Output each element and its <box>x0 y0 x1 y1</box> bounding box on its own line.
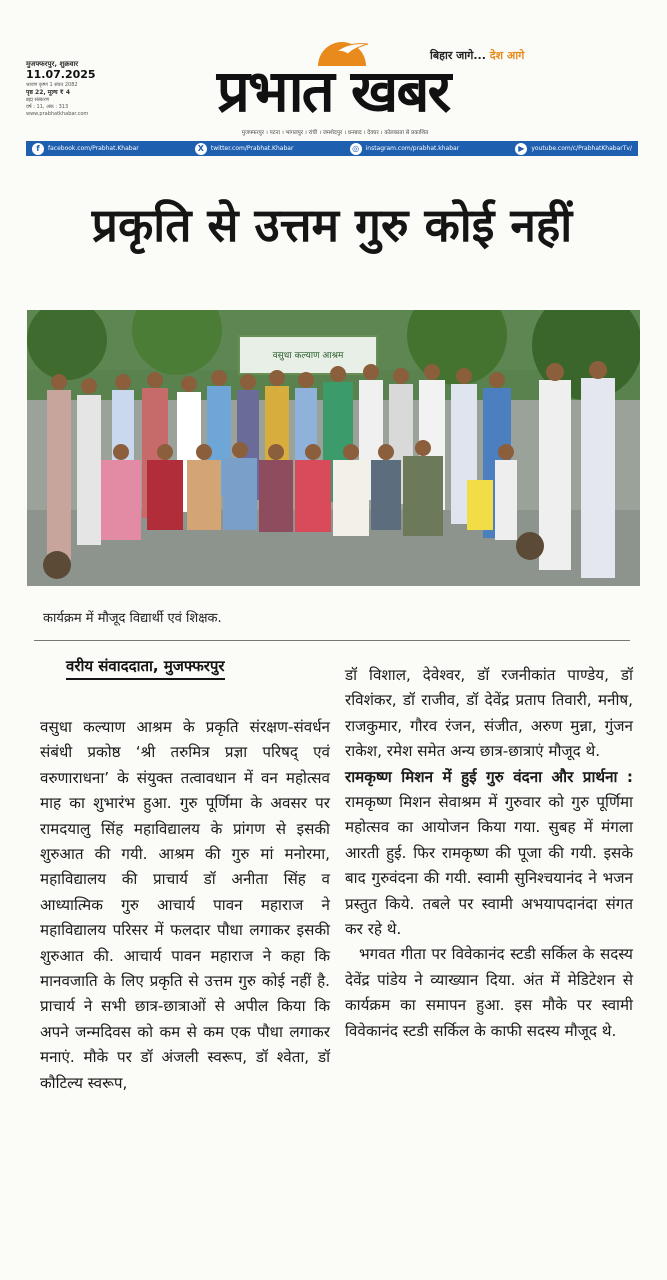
registration-line: वर्ष : 11, अंक : 313 <box>26 104 69 110</box>
article-column-left <box>40 715 330 1096</box>
paragraph: वसुधा कल्याण आश्रम के प्रकृति संरक्षण-संवर्धन संबंधी प्रकोष्ठ ‘श्री तरुमित्र प्रज्ञा परिषद् एवं वरुणाराधना’ के संयुक्त तत्वावधान में वन महोत्सव माह का शुभारंभ हुआ. गुरु पूर्णिमा के अवसर पर रामदयालु सिंह महाविद्यालय के प्रांगण से इसकी शुरुआत की गयी. आश्रम की गुरु मां मनोरमा, महाविद्यालय की प्राचार्य डॉ अनीता सिंह व आध्यात्मिक गुरु आचार्य पावन महाराज ने महाविद्यालय परिसर में फलदार पौधा लगाकर इसकी शुरुआत की. आचार्य पावन महाराज ने कहा कि मानवजाति के लिए प्रकृति से उत्तम गुरु कोई नहीं है. प्राचार्य ने सभी छात्र-छात्राओं से अपील किया कि अपने जन्मदिवस को कम से कम एक पौधा लगाकर मनाएं. मौके पर डॉ अंजली स्वरूप, डॉ श्वेता, डॉ कौटिल्य स्वरूप, <box>40 718 330 1092</box>
byline: वरीय संवाददाता, मुजफ्फरपुर <box>66 656 225 680</box>
edition-name: ब्रह्म संस्करण <box>26 97 50 103</box>
section-divider <box>34 640 630 641</box>
editions-line: मुजफ्फरपुर । पटना । भागलपुर । रांची । जमशेदपुर । धनबाद । देवघर । कोलकाता से प्रकाशित <box>241 130 429 136</box>
edition-info <box>26 60 151 118</box>
calendar-line: श्रावण कृष्ण 1 संवत 2082 <box>26 82 78 88</box>
newspaper-brand: प्रभात खबर <box>216 57 450 125</box>
social-bar <box>26 141 638 156</box>
website-line: www.prabhatkhabar.com <box>26 111 89 117</box>
social-label: youtube.com/c/PrabhatKhabarTv/ <box>531 145 632 152</box>
group-photo <box>27 310 640 586</box>
facebook-icon: f <box>32 143 44 155</box>
paragraph-with-subhead <box>345 765 633 943</box>
paragraph: भगवत गीता पर विवेकानंद स्टडी सर्किल के सदस्य देवेंद्र पांडेय ने व्याख्यान दिया. अंत में मेडिटेशन से कार्यक्रम का समापन हुआ. इस मौके पर स्वामी विवेकानंद स्टडी सर्किल के काफी सदस्य मौजूद थे. <box>345 945 633 1040</box>
issue-date: 11.07.2025 <box>26 68 96 81</box>
social-facebook[interactable] <box>32 143 139 155</box>
photo-caption: कार्यक्रम में मौजूद विद्यार्थी एवं शिक्षक. <box>43 611 222 626</box>
group-photo-illustration <box>27 310 640 586</box>
paragraph-text: रामकृष्ण मिशन सेवाश्रम में गुरुवार को गुरु पूर्णिमा महोत्सव का आयोजन किया गया. सुबह में मंगला आरती हुई. फिर रामकृष्ण की पूजा की गयी. इसके बाद गुरुवंदना की गयी. स्वामी सुनिश्चयानंद ने भजन प्रस्तुत किये. तबले पर स्वामी अभयापदानंदा संगत कर रहे थे. <box>345 793 633 939</box>
social-label: facebook.com/Prabhat.Khabar <box>48 145 139 152</box>
pages-price: पृष्ठ 22, मूल्य ₹ 4 <box>26 89 71 96</box>
social-label: instagram.com/prabhat.khabar <box>365 145 460 152</box>
social-label: twitter.com/Prabhat.Khabar <box>210 145 294 152</box>
tagline-accent: देश आगे <box>489 49 525 62</box>
article-headline: प्रकृति से उत्तम गुरु कोई नहीं <box>91 198 573 252</box>
subheading: रामकृष्ण मिशन में हुई गुरु वंदना और प्रार्थना : <box>345 767 633 786</box>
city-day: मुजफ्फरपुर, शुक्रवार <box>26 60 79 68</box>
instagram-icon: ◎ <box>350 143 362 155</box>
article-column-right <box>345 663 633 1044</box>
social-youtube[interactable] <box>515 143 632 155</box>
social-instagram[interactable] <box>350 143 460 155</box>
banner-text: वसुधा कल्याण आश्रम <box>272 351 344 361</box>
paragraph: डॉ विशाल, देवेश्वर, डॉ रजनीकांत पाण्डेय, डॉ रविशंकर, डॉ राजीव, डॉ देवेंद्र प्रताप तिवारी, मनीष, राजकुमार, गौरव रंजन, संजीत, अरुण मुन्ना, गुंजन राकेश, रमेश समेत अन्य छात्र-छात्राएं मौजूद थे. <box>345 666 633 761</box>
x-icon: X <box>195 143 207 155</box>
youtube-icon: ▶ <box>515 143 527 155</box>
social-x[interactable] <box>195 143 294 155</box>
masthead <box>0 0 667 140</box>
tagline-prefix: बिहार जागे... <box>430 49 486 62</box>
